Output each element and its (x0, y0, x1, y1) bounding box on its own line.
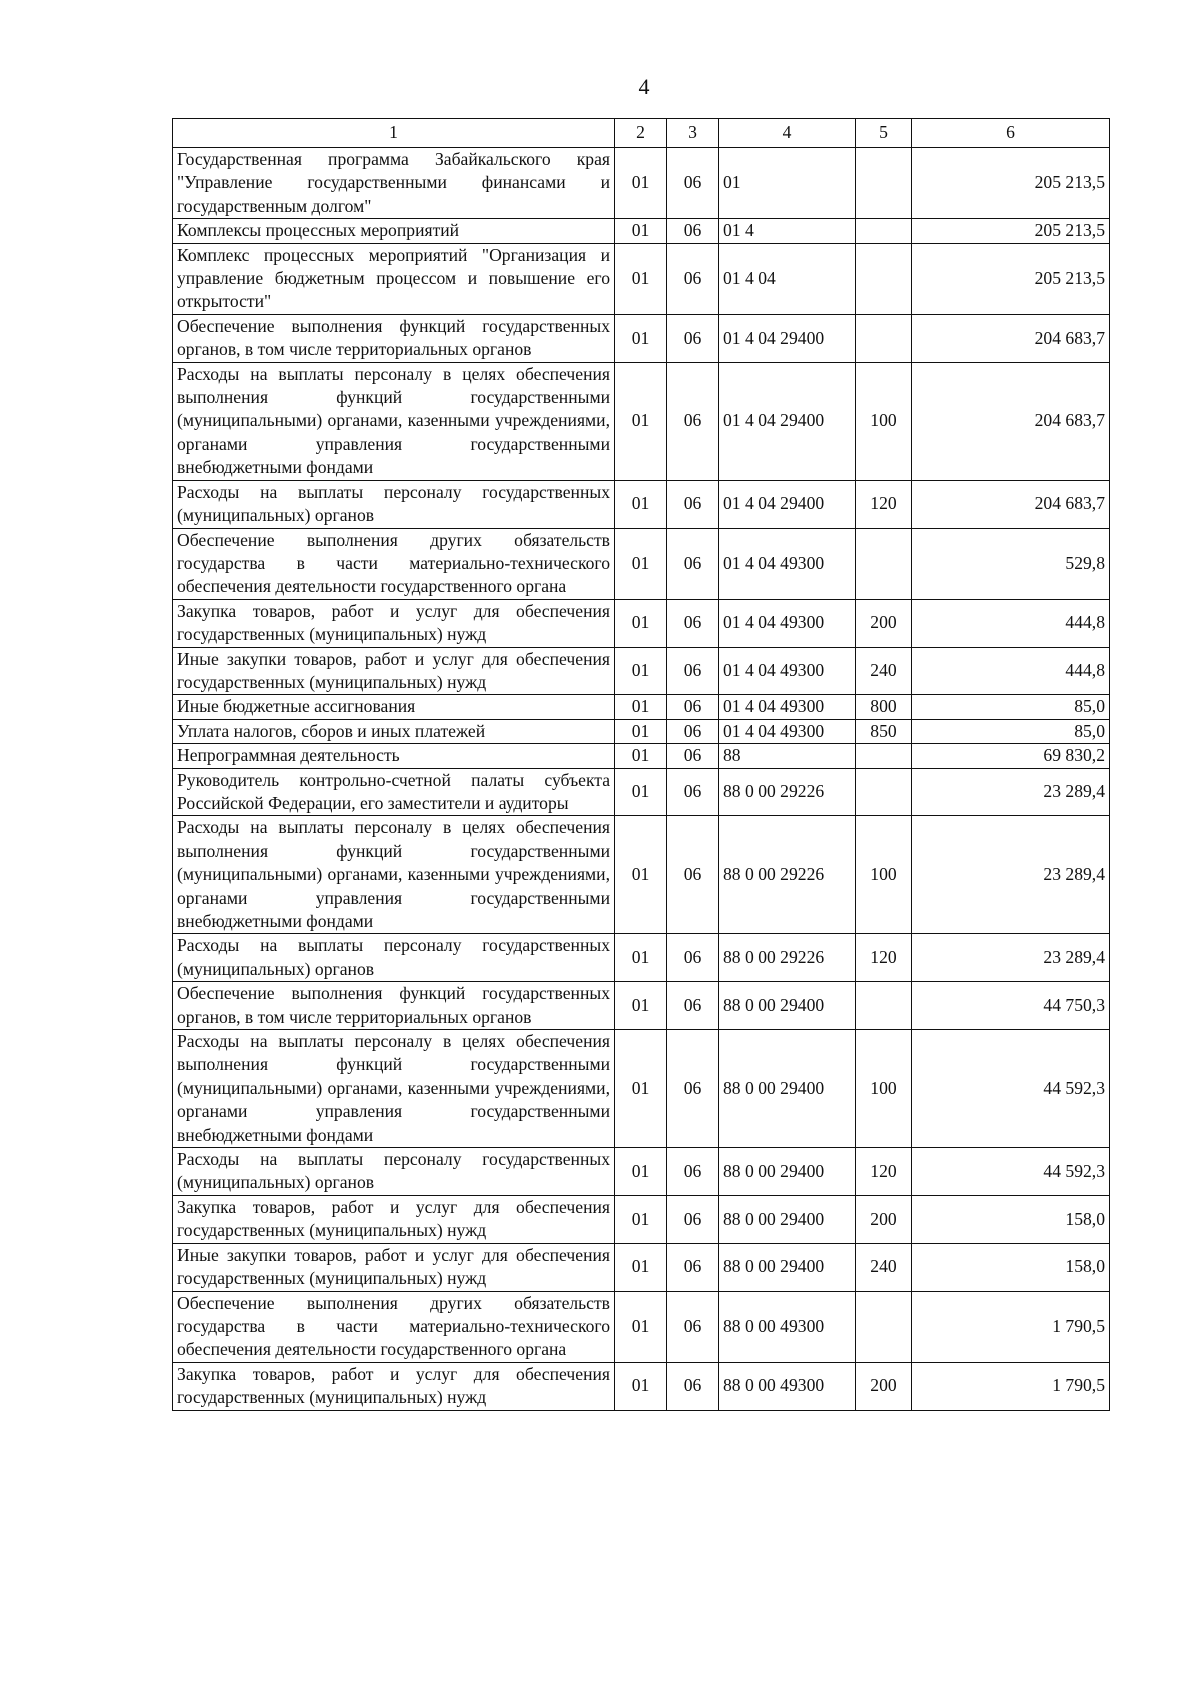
row-expense-type (856, 219, 912, 243)
row-subsection: 06 (667, 219, 719, 243)
row-section: 01 (615, 1291, 667, 1362)
row-target-article: 88 0 00 49300 (719, 1362, 856, 1410)
row-target-article: 88 0 00 29400 (719, 982, 856, 1030)
row-target-article: 01 4 04 49300 (719, 647, 856, 695)
table-header (173, 119, 1110, 148)
row-name: Расходы на выплаты персоналу государственных (муниципальных) органов (173, 480, 615, 528)
row-expense-type: 100 (856, 362, 912, 480)
row-name: Обеспечение выполнения других обязательств государства в части материально-технического обеспечения деятельности государственного органа (173, 528, 615, 599)
row-amount: 205 213,5 (912, 219, 1110, 243)
row-section: 01 (615, 695, 667, 719)
row-name: Закупка товаров, работ и услуг для обеспечения государственных (муниципальных) нужд (173, 1195, 615, 1243)
row-target-article: 01 4 04 49300 (719, 528, 856, 599)
row-target-article: 88 0 00 29400 (719, 1030, 856, 1148)
row-section: 01 (615, 528, 667, 599)
header-col-3: 3 (667, 119, 719, 148)
row-section: 01 (615, 314, 667, 362)
row-amount: 444,8 (912, 599, 1110, 647)
row-name: Комплексы процессных мероприятий (173, 219, 615, 243)
table-row (173, 599, 1110, 647)
row-target-article: 88 0 00 29226 (719, 768, 856, 816)
header-row (173, 119, 1110, 148)
row-name: Расходы на выплаты персоналу в целях обеспечения выполнения функций государственными (муниципальными) органами, казенными учреждениями, органами управления государственными внебюджетными фондами (173, 362, 615, 480)
row-name: Обеспечение выполнения функций государственных органов, в том числе территориальных органов (173, 982, 615, 1030)
table-row (173, 528, 1110, 599)
row-subsection: 06 (667, 528, 719, 599)
row-expense-type: 100 (856, 816, 912, 934)
row-section: 01 (615, 934, 667, 982)
table-body (173, 148, 1110, 1411)
table-row (173, 647, 1110, 695)
page-number: 4 (638, 74, 650, 99)
row-section: 01 (615, 744, 667, 768)
row-amount: 205 213,5 (912, 243, 1110, 314)
row-section: 01 (615, 1030, 667, 1148)
row-expense-type (856, 982, 912, 1030)
row-name: Уплата налогов, сборов и иных платежей (173, 719, 615, 743)
row-target-article: 88 (719, 744, 856, 768)
row-amount: 23 289,4 (912, 934, 1110, 982)
header-col-4: 4 (719, 119, 856, 148)
row-expense-type: 850 (856, 719, 912, 743)
row-amount: 204 683,7 (912, 314, 1110, 362)
row-amount: 23 289,4 (912, 816, 1110, 934)
table-row (173, 982, 1110, 1030)
row-section: 01 (615, 148, 667, 219)
row-amount: 158,0 (912, 1243, 1110, 1291)
row-subsection: 06 (667, 695, 719, 719)
row-expense-type (856, 744, 912, 768)
row-section: 01 (615, 243, 667, 314)
row-amount: 529,8 (912, 528, 1110, 599)
row-name: Иные бюджетные ассигнования (173, 695, 615, 719)
row-section: 01 (615, 1148, 667, 1196)
row-section: 01 (615, 480, 667, 528)
row-subsection: 06 (667, 1030, 719, 1148)
row-section: 01 (615, 768, 667, 816)
row-amount: 1 790,5 (912, 1291, 1110, 1362)
row-expense-type (856, 768, 912, 816)
row-target-article: 01 4 04 49300 (719, 599, 856, 647)
row-amount: 1 790,5 (912, 1362, 1110, 1410)
header-col-6: 6 (912, 119, 1110, 148)
row-subsection: 06 (667, 314, 719, 362)
row-expense-type: 200 (856, 1195, 912, 1243)
table-row (173, 243, 1110, 314)
row-amount: 205 213,5 (912, 148, 1110, 219)
row-expense-type: 200 (856, 599, 912, 647)
table-row (173, 314, 1110, 362)
row-amount: 444,8 (912, 647, 1110, 695)
row-amount: 158,0 (912, 1195, 1110, 1243)
row-expense-type: 800 (856, 695, 912, 719)
row-target-article: 01 4 04 (719, 243, 856, 314)
row-section: 01 (615, 816, 667, 934)
row-amount: 44 592,3 (912, 1030, 1110, 1148)
row-section: 01 (615, 982, 667, 1030)
row-target-article: 88 0 00 29400 (719, 1243, 856, 1291)
table-row (173, 934, 1110, 982)
row-subsection: 06 (667, 480, 719, 528)
row-subsection: 06 (667, 1195, 719, 1243)
row-name: Обеспечение выполнения функций государственных органов, в том числе территориальных органов (173, 314, 615, 362)
row-target-article: 88 0 00 49300 (719, 1291, 856, 1362)
table-row (173, 768, 1110, 816)
row-name: Расходы на выплаты персоналу в целях обеспечения выполнения функций государственными (муниципальными) органами, казенными учреждениями, органами управления государственными внебюджетными фондами (173, 816, 615, 934)
row-expense-type (856, 314, 912, 362)
row-name: Расходы на выплаты персоналу в целях обеспечения выполнения функций государственными (муниципальными) органами, казенными учреждениями, органами управления государственными внебюджетными фондами (173, 1030, 615, 1148)
budget-table (172, 118, 1110, 1411)
row-target-article: 01 (719, 148, 856, 219)
table-row (173, 148, 1110, 219)
row-expense-type (856, 1291, 912, 1362)
table-row (173, 744, 1110, 768)
table-row (173, 719, 1110, 743)
table-row (173, 1291, 1110, 1362)
row-name: Непрограммная деятельность (173, 744, 615, 768)
row-amount: 44 750,3 (912, 982, 1110, 1030)
row-subsection: 06 (667, 647, 719, 695)
row-subsection: 06 (667, 934, 719, 982)
row-section: 01 (615, 719, 667, 743)
row-name: Закупка товаров, работ и услуг для обеспечения государственных (муниципальных) нужд (173, 1362, 615, 1410)
row-name: Руководитель контрольно-счетной палаты субъекта Российской Федерации, его заместители и аудиторы (173, 768, 615, 816)
row-amount: 69 830,2 (912, 744, 1110, 768)
row-expense-type (856, 148, 912, 219)
row-target-article: 01 4 04 29400 (719, 480, 856, 528)
row-expense-type: 120 (856, 934, 912, 982)
row-section: 01 (615, 599, 667, 647)
row-subsection: 06 (667, 816, 719, 934)
row-name: Расходы на выплаты персоналу государственных (муниципальных) органов (173, 1148, 615, 1196)
row-subsection: 06 (667, 362, 719, 480)
table-row (173, 219, 1110, 243)
row-subsection: 06 (667, 982, 719, 1030)
header-col-1: 1 (173, 119, 615, 148)
row-section: 01 (615, 647, 667, 695)
row-name: Государственная программа Забайкальского края "Управление государственными финансами и государственным долгом" (173, 148, 615, 219)
row-section: 01 (615, 1195, 667, 1243)
row-name: Расходы на выплаты персоналу государственных (муниципальных) органов (173, 934, 615, 982)
row-subsection: 06 (667, 1148, 719, 1196)
row-expense-type: 240 (856, 1243, 912, 1291)
row-amount: 204 683,7 (912, 480, 1110, 528)
row-amount: 23 289,4 (912, 768, 1110, 816)
table-row (173, 1195, 1110, 1243)
row-subsection: 06 (667, 243, 719, 314)
row-target-article: 01 4 04 49300 (719, 719, 856, 743)
row-subsection: 06 (667, 768, 719, 816)
row-target-article: 01 4 04 49300 (719, 695, 856, 719)
row-subsection: 06 (667, 1362, 719, 1410)
row-section: 01 (615, 1362, 667, 1410)
row-target-article: 88 0 00 29226 (719, 934, 856, 982)
row-target-article: 88 0 00 29400 (719, 1148, 856, 1196)
table-row (173, 1030, 1110, 1148)
row-section: 01 (615, 219, 667, 243)
row-section: 01 (615, 362, 667, 480)
row-subsection: 06 (667, 744, 719, 768)
row-subsection: 06 (667, 148, 719, 219)
row-expense-type: 120 (856, 480, 912, 528)
table-row (173, 1243, 1110, 1291)
row-name: Закупка товаров, работ и услуг для обеспечения государственных (муниципальных) нужд (173, 599, 615, 647)
table-row (173, 480, 1110, 528)
table-row (173, 362, 1110, 480)
table-row (173, 816, 1110, 934)
row-expense-type: 200 (856, 1362, 912, 1410)
table-row (173, 1148, 1110, 1196)
row-target-article: 88 0 00 29400 (719, 1195, 856, 1243)
row-target-article: 01 4 04 29400 (719, 362, 856, 480)
row-amount: 44 592,3 (912, 1148, 1110, 1196)
row-subsection: 06 (667, 599, 719, 647)
row-expense-type (856, 243, 912, 314)
row-expense-type: 240 (856, 647, 912, 695)
row-target-article: 88 0 00 29226 (719, 816, 856, 934)
row-subsection: 06 (667, 1291, 719, 1362)
row-name: Иные закупки товаров, работ и услуг для обеспечения государственных (муниципальных) нужд (173, 1243, 615, 1291)
row-amount: 85,0 (912, 695, 1110, 719)
row-name: Иные закупки товаров, работ и услуг для обеспечения государственных (муниципальных) нужд (173, 647, 615, 695)
table-row (173, 1362, 1110, 1410)
row-subsection: 06 (667, 719, 719, 743)
header-col-2: 2 (615, 119, 667, 148)
row-expense-type (856, 528, 912, 599)
row-amount: 204 683,7 (912, 362, 1110, 480)
row-expense-type: 120 (856, 1148, 912, 1196)
row-section: 01 (615, 1243, 667, 1291)
row-amount: 85,0 (912, 719, 1110, 743)
header-col-5: 5 (856, 119, 912, 148)
row-subsection: 06 (667, 1243, 719, 1291)
row-target-article: 01 4 04 29400 (719, 314, 856, 362)
row-target-article: 01 4 (719, 219, 856, 243)
table-row (173, 695, 1110, 719)
row-name: Обеспечение выполнения других обязательств государства в части материально-технического обеспечения деятельности государственного органа (173, 1291, 615, 1362)
row-name: Комплекс процессных мероприятий "Организация и управление бюджетным процессом и повышение его открытости" (173, 243, 615, 314)
row-expense-type: 100 (856, 1030, 912, 1148)
